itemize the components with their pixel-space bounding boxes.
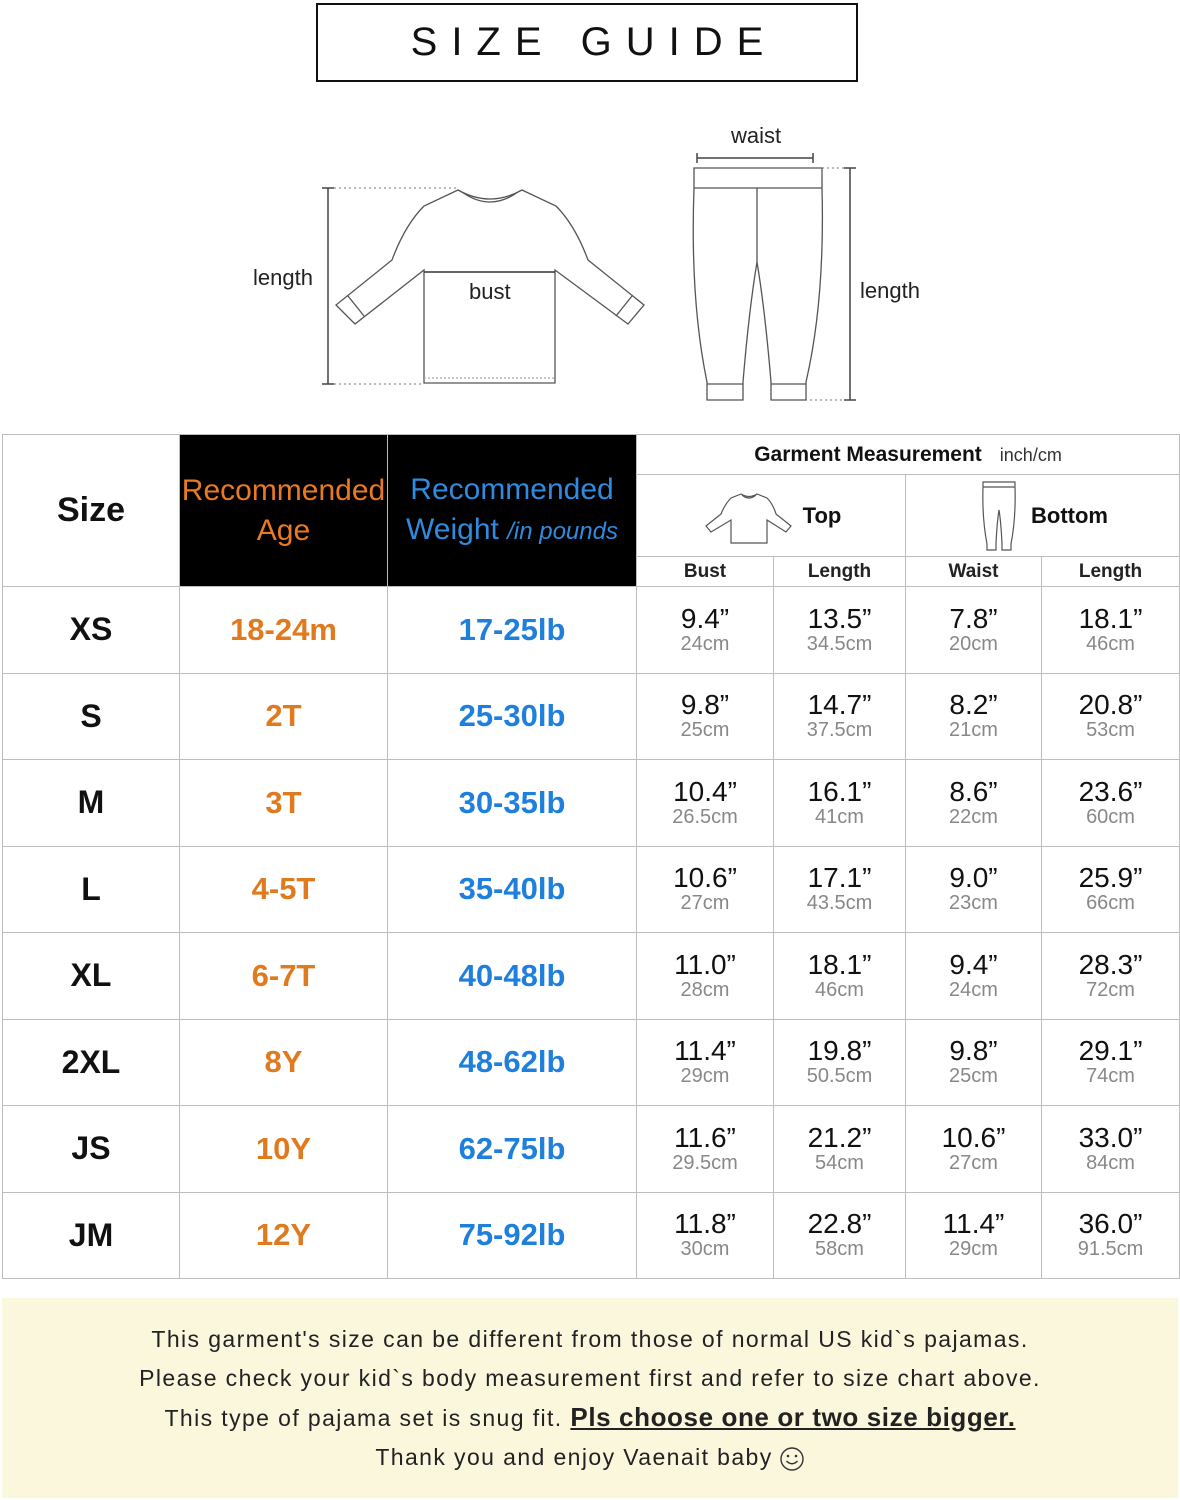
inch-value: 9.0” [949, 862, 998, 894]
cm-value: 58cm [815, 1238, 864, 1261]
cm-value: 41cm [815, 805, 864, 828]
note-line-4-text: Thank you and enjoy Vaenait baby [375, 1444, 773, 1470]
waist-indicator [697, 153, 813, 163]
top-length-cell [774, 1106, 906, 1193]
bottom-length-cell [1042, 673, 1180, 760]
weight-cell: 25-30lb [388, 673, 637, 760]
size-rows [3, 587, 1180, 1279]
age-cell: 10Y [180, 1106, 388, 1193]
table-row [3, 673, 1180, 760]
age-cell: 18-24m [180, 587, 388, 674]
inch-value: 13.5” [807, 602, 872, 634]
weight-cell: 40-48lb [388, 933, 637, 1020]
header-size: Size [3, 435, 180, 587]
note-line-2: Please check your kid`s body measurement first and refer to size chart above. [139, 1365, 1041, 1391]
bust-label: bust [469, 279, 511, 304]
garment-measurement-label: Garment Measurement [754, 442, 982, 466]
bottom-length-cell [1042, 933, 1180, 1020]
inch-value: 20.8” [1078, 689, 1143, 721]
inch-value: 11.0” [674, 948, 736, 980]
waist-cell [906, 846, 1042, 933]
bust-cell [637, 1106, 774, 1193]
cm-value: 84cm [1086, 1151, 1135, 1174]
bust-cell [637, 673, 774, 760]
bust-cell [637, 760, 774, 847]
top-length-cell [774, 846, 906, 933]
inch-value: 11.6” [674, 1121, 736, 1153]
table-row [3, 587, 1180, 674]
inch-value: 11.4” [674, 1035, 736, 1067]
header-weight-line1: Recommended [410, 472, 614, 506]
inch-value: 14.7” [807, 689, 872, 721]
size-up-advice: Pls choose one or two size bigger. [570, 1402, 1016, 1432]
note-line-1: This garment's size can be different from those of normal US kid`s pajamas. [151, 1326, 1029, 1352]
weight-cell: 62-75lb [388, 1106, 637, 1193]
cm-value: 29cm [680, 1065, 730, 1088]
cm-value: 72cm [1086, 978, 1135, 1001]
weight-cell: 35-40lb [388, 846, 637, 933]
waist-cell [906, 587, 1042, 674]
cm-value: 66cm [1086, 892, 1135, 915]
cm-value: 34.5cm [806, 632, 873, 655]
cm-value: 22cm [949, 805, 998, 828]
age-cell: 8Y [180, 1019, 388, 1106]
cm-value: 60cm [1086, 805, 1135, 828]
note-line-3-prefix: This type of pajama set is snug fit. [164, 1405, 563, 1431]
age-cell: 6-7T [180, 933, 388, 1020]
age-cell: 3T [180, 760, 388, 847]
top-length-label: length [253, 265, 313, 290]
header-waist: Waist [906, 557, 1042, 587]
header-age-line1: Recommended [181, 473, 386, 507]
bottom-length-cell [1042, 846, 1180, 933]
inch-value: 11.4” [942, 1208, 1005, 1240]
size-chart-table [2, 434, 1180, 1279]
shirt-icon [701, 486, 793, 546]
top-length-cell [774, 673, 906, 760]
cm-value: 27cm [680, 892, 730, 915]
waist-cell [906, 933, 1042, 1020]
table-row [3, 1106, 1180, 1193]
cm-value: 23cm [949, 892, 998, 915]
header-bottom-length: Length [1042, 557, 1180, 587]
inch-value: 11.8” [674, 1208, 736, 1240]
age-cell: 4-5T [180, 846, 388, 933]
inch-value: 16.1” [807, 775, 872, 807]
top-length-indicator [322, 188, 458, 384]
cm-value: 24cm [680, 632, 730, 655]
header-age-line2: Age [256, 513, 311, 547]
size-cell: S [3, 673, 180, 760]
size-cell: XL [3, 933, 180, 1020]
header-weight-unit: /in pounds [507, 517, 618, 545]
bust-cell [637, 1192, 774, 1279]
weight-cell: 75-92lb [388, 1192, 637, 1279]
size-cell: 2XL [3, 1019, 180, 1106]
cm-value: 29.5cm [672, 1151, 738, 1174]
size-cell: XS [3, 587, 180, 674]
pants-outline [693, 168, 822, 400]
inch-value: 23.6” [1078, 775, 1143, 807]
table-row [3, 1019, 1180, 1106]
waist-cell [906, 760, 1042, 847]
header-garment-measurement [637, 435, 1180, 475]
cm-value: 25cm [680, 719, 730, 742]
cm-value: 30cm [680, 1238, 730, 1261]
inch-value: 9.8” [949, 1035, 998, 1067]
top-length-cell [774, 933, 906, 1020]
title-text: SIZE GUIDE [410, 20, 778, 64]
bust-cell [637, 1019, 774, 1106]
cm-value: 37.5cm [806, 719, 873, 742]
inch-value: 8.2” [949, 689, 998, 721]
cm-value: 20cm [949, 632, 998, 655]
inch-value: 22.8” [807, 1208, 872, 1240]
table-row [3, 846, 1180, 933]
inch-value: 9.8” [680, 689, 730, 721]
bottom-length-label: length [860, 278, 920, 303]
weight-cell: 30-35lb [388, 760, 637, 847]
inch-value: 10.6” [941, 1121, 1006, 1153]
header-weight [388, 435, 637, 587]
inch-value: 33.0” [1078, 1121, 1143, 1153]
size-guide-title [316, 3, 858, 82]
cm-value: 50.5cm [806, 1065, 873, 1088]
cm-value: 43.5cm [806, 892, 873, 915]
top-length-cell [774, 760, 906, 847]
waist-cell [906, 673, 1042, 760]
inch-value: 10.4” [673, 775, 737, 807]
age-cell: 12Y [180, 1192, 388, 1279]
header-age [180, 435, 388, 587]
inch-value: 9.4” [680, 602, 730, 634]
table-row [3, 1192, 1180, 1279]
header-bottom [906, 475, 1180, 557]
weight-cell: 48-62lb [388, 1019, 637, 1106]
fit-note [2, 1298, 1178, 1498]
inch-value: 9.4” [949, 948, 998, 980]
size-cell: JS [3, 1106, 180, 1193]
inch-value: 10.6” [673, 862, 737, 894]
inch-value: 25.9” [1078, 862, 1143, 894]
cm-value: 28cm [680, 978, 730, 1001]
cm-value: 24cm [949, 978, 998, 1001]
garment-drawing [0, 100, 1180, 420]
top-label: Top [802, 502, 842, 528]
size-cell: L [3, 846, 180, 933]
smiley-icon [779, 1446, 805, 1472]
table-row [3, 933, 1180, 1020]
size-cell: JM [3, 1192, 180, 1279]
cm-value: 46cm [815, 978, 864, 1001]
header-weight-line2: Weight [406, 512, 499, 546]
header-bust: Bust [637, 557, 774, 587]
bottom-label: Bottom [1031, 502, 1108, 528]
age-cell: 2T [180, 673, 388, 760]
bottom-length-cell [1042, 760, 1180, 847]
waist-cell [906, 1192, 1042, 1279]
top-length-cell [774, 1192, 906, 1279]
cm-value: 29cm [949, 1238, 998, 1261]
note-line-3 [2, 1398, 1178, 1438]
header-top-length: Length [774, 557, 906, 587]
inch-value: 18.1” [807, 948, 872, 980]
bust-cell [637, 933, 774, 1020]
cm-value: 53cm [1086, 719, 1135, 742]
table-row [3, 760, 1180, 847]
inch-value: 28.3” [1078, 948, 1143, 980]
cm-value: 21cm [949, 719, 998, 742]
inch-value: 7.8” [949, 602, 998, 634]
size-cell: M [3, 760, 180, 847]
unit-label: inch/cm [999, 444, 1062, 465]
waist-cell [906, 1106, 1042, 1193]
inch-value: 18.1” [1078, 602, 1143, 634]
cm-value: 46cm [1086, 632, 1135, 655]
note-line-4 [2, 1438, 1178, 1477]
inch-value: 8.6” [949, 775, 998, 807]
cm-value: 27cm [949, 1151, 998, 1174]
cm-value: 54cm [815, 1151, 864, 1174]
header-top [637, 475, 906, 557]
bottom-length-cell [1042, 1019, 1180, 1106]
bust-cell [637, 587, 774, 674]
top-length-cell [774, 1019, 906, 1106]
pants-icon [977, 478, 1021, 554]
inch-value: 19.8” [807, 1035, 872, 1067]
bottom-length-cell [1042, 1192, 1180, 1279]
top-length-cell [774, 587, 906, 674]
waist-label: waist [731, 123, 782, 148]
bottom-length-cell [1042, 587, 1180, 674]
cm-value: 26.5cm [672, 805, 738, 828]
weight-cell: 17-25lb [388, 587, 637, 674]
cm-value: 25cm [949, 1065, 998, 1088]
measurement-diagram [0, 100, 1180, 420]
waist-cell [906, 1019, 1042, 1106]
bottom-length-cell [1042, 1106, 1180, 1193]
cm-value: 91.5cm [1077, 1238, 1144, 1261]
inch-value: 29.1” [1078, 1035, 1143, 1067]
inch-value: 17.1” [807, 862, 872, 894]
cm-value: 74cm [1086, 1065, 1135, 1088]
inch-value: 36.0” [1078, 1208, 1143, 1240]
bottom-length-indicator [805, 168, 856, 400]
bust-cell [637, 846, 774, 933]
inch-value: 21.2” [807, 1121, 872, 1153]
